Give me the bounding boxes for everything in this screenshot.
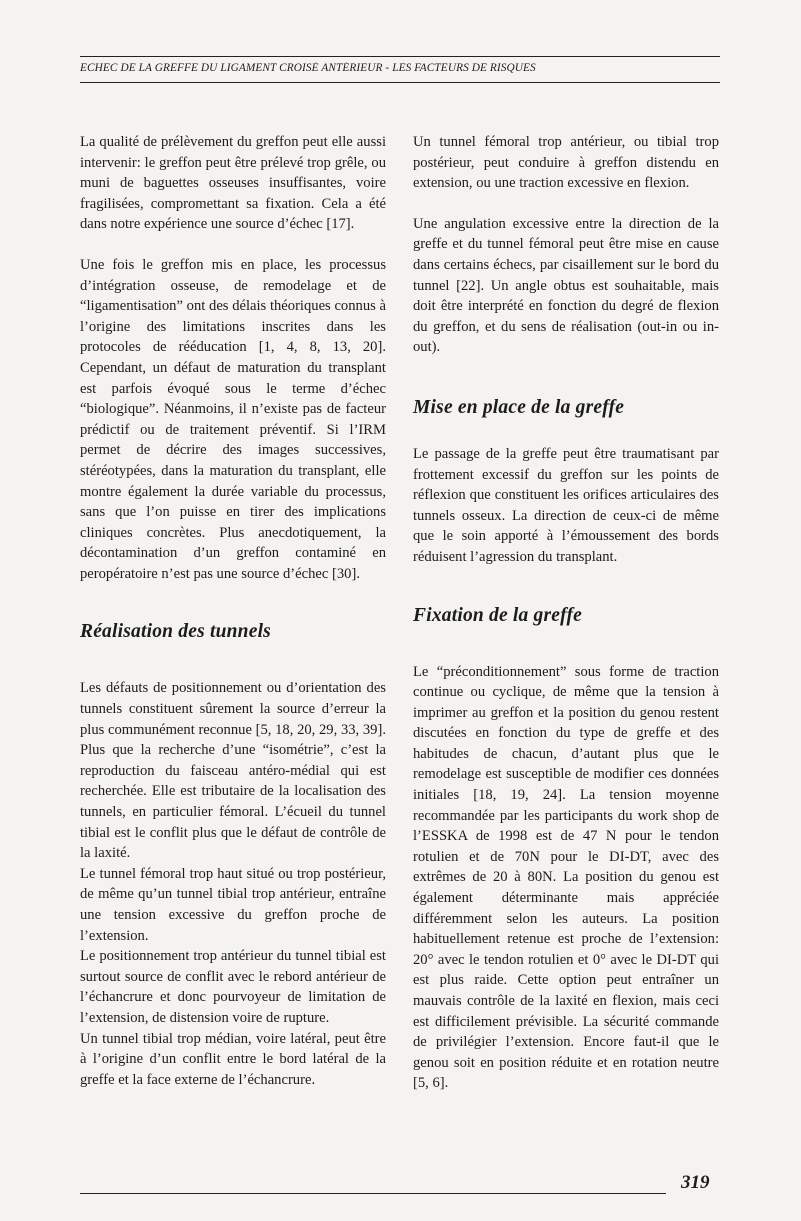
paragraph-femoral-tunnel: Le tunnel fémoral trop haut situé ou trop postérieur, de même qu’un tunnel tibial trop antérieur, entraîne une tension excessive du greffon proche de l’extension. (80, 865, 386, 944)
left-column (80, 132, 386, 1090)
section-heading-mise-en-place: Mise en place de la greffe (413, 396, 625, 418)
paragraph-preconditioning: Le “préconditionnement” sous forme de traction continue ou cyclique, de même que la tension à imprimer au greffon et la position du genou restent discutées en fonction du type de greffe et des habitudes de chacun, d’autant plus que le remodelage est susceptible de modifier ces données initiales [18, 19, 24]. La tension moyenne recommandée par les participants du work shop de l’ESSKA de 1998 est de 47 N pour le tendon rotulien et de 70N pour le DI-DT, avec des extrêmes de 20 à 80N. La position du genou est également déterminante mais appréciée différemment selon les auteurs. La position habituellement retenue est proche de l’extension: 20° avec le tendon rotulien et 0° avec le DI-DT qui est plus raide. Cette option peut entraîner un mauvais contrôle de la laxité en flexion, mais ceci est difficilement prévisible. La sécurité commande de privilégier l’extension. Encore faut-il que le genou soit en position réduite et en rotation neutre [5, 6]. (413, 663, 719, 1092)
running-head: ECHEC DE LA GREFFE DU LIGAMENT CROISÉ ANTÉRIEUR - LES FACTEURS DE RISQUES (80, 62, 536, 74)
page-number: 319 (681, 1172, 710, 1193)
paragraph-femoral-anterior: Un tunnel fémoral trop antérieur, ou tibial trop postérieur, peut conduire à greffon distendu en extension, ou une traction excessive en flexion. (413, 134, 719, 192)
paragraph-passage: Le passage de la greffe peut être traumatisant par frottement excessif du greffon sur les points de réflexion que constituent les orifices articulaires des tunnels osseux. La direction de ceux-ci de même que le soin apporté à l’émoussement des bords réduisent l’agression du transplant. (413, 445, 719, 565)
footer-rule (80, 1193, 666, 1194)
paragraph-angulation: Une angulation excessive entre la direction de la greffe et du tunnel fémoral peut être mise en cause dans certains échecs, par cisaillement sur le bord du tunnel [22]. Un angle obtus est souhaitable, mais doit être interprété en fonction du degré de flexion du greffon, et du sens de réalisation (out-in ou in-out). (413, 215, 719, 356)
right-column (413, 132, 719, 1094)
section-heading-fixation: Fixation de la greffe (413, 604, 583, 626)
paragraph-integration: Une fois le greffon mis en place, les processus d’intégration osseuse, de remodelage et de “ligamentisation” ont des délais théoriques connus à l’origine des limitations inscrites dans les protocoles de rééducation [1, 4, 8, 13, 20]. Cependant, un défaut de maturation du transplant est parfois évoqué sous le terme d’échec “biologique”. Néanmoins, il n’existe pas de facteur prédictif ou de traitement préventif. Si l’IRM permet de décrire des images successives, stéréotypées, dans la maturation du transplant, elle montre également la durée variable du processus, sans que l’on puisse en tirer des implications cliniques concrètes. Plus anecdotiquement, la décontamination d’un greffon contaminé en peropératoire n’est pas une source d’échec [30]. (80, 256, 386, 582)
header-rule-bottom (80, 82, 720, 83)
paragraph-greffon-quality: La qualité de prélèvement du greffon peut elle aussi intervenir: le greffon peut être prélevé trop grêle, ou muni de baguettes osseuses insuffisantes, voire fragilisées, compromettant sa fixation. Cela a été dans notre expérience une source d’échec [17]. (80, 134, 386, 233)
section-heading-tunnels: Réalisation des tunnels (80, 621, 271, 643)
header-rule-top (80, 56, 720, 57)
paragraph-tunnel-defects: Les défauts de positionnement ou d’orientation des tunnels constituent sûrement la source d’erreur la plus communément reconnue [5, 18, 20, 29, 33, 39]. Plus que la recherche d’une “isométrie”, c’est la reproduction du faisceau antéro-médial qui est recherchée. Elle est tributaire de la localisation des tunnels, en particulier fémoral. L’écueil du tunnel tibial est le conflit plus que le défaut de contrôle de la laxité. (80, 680, 386, 862)
paragraph-tibial-anterior: Le positionnement trop antérieur du tunnel tibial est surtout source de conflit avec le rebord antérieur de l’échancrure et donc pourvoyeur de limitation de l’extension, de distension voire de rupture. (80, 948, 386, 1026)
paragraph-tibial-median: Un tunnel tibial trop médian, voire latéral, peut être à l’origine d’un conflit entre le bord latéral de la greffe et la face externe de l’échancrure. (80, 1030, 386, 1088)
